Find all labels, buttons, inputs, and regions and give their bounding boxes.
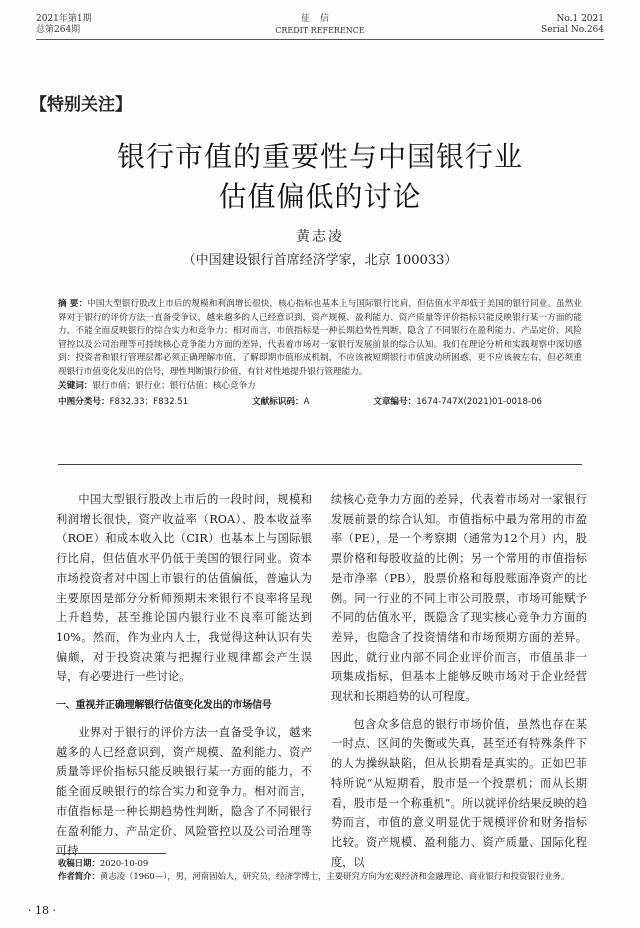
body-paragraph: 中国大型银行股改上市后的一段时间，规模和利润增长很快，资产收益率（ROA）、股本收益率（ROE）和成本收入比（CIR）也基本上与国际银行比肩，但估值水平仍低于美国的银行同业。资本市场投资者对中国上市银行的估值偏低，普遍认为主要原因是部分分析师预期未来银行不良率将呈现上升趋势，甚至推论国内银行业不良率可能达到10%。然而，作为业内人士，我觉得这种认识有失偏颇，对于投资决策与把握行业规律都会产生误导，有必要进行一些讨论。	[56, 493, 312, 684]
serial-number-en: Serial No.264	[541, 25, 604, 35]
journal-name	[36, 14, 604, 36]
keywords-label: 关键词：	[58, 381, 93, 391]
running-header	[36, 14, 604, 40]
section-heading-1: 一、重视并正确理解银行估值变化发出的市场信号	[56, 700, 272, 712]
article-title	[0, 137, 640, 217]
classification-line	[58, 396, 582, 410]
journal-name-cn: 征信	[300, 14, 339, 24]
section-tag: 【特别关注】	[30, 95, 132, 115]
footnote	[58, 857, 582, 883]
abstract-label: 摘 要：	[58, 299, 88, 309]
footnote-divider	[56, 853, 166, 854]
body-column-right	[331, 490, 587, 872]
body-column-left	[56, 490, 312, 861]
issue-year: 2021年第1期	[36, 14, 92, 24]
abstract-block	[58, 298, 582, 409]
clc-number	[58, 396, 188, 410]
document-code	[252, 396, 309, 410]
author-name: 黄志凌	[296, 229, 344, 245]
received-date	[58, 857, 582, 870]
clc-value: F832.33；F832.51	[109, 396, 189, 407]
received-value: 2020-10-09	[99, 858, 149, 868]
abstract-divider	[58, 464, 582, 465]
doc-code-label: 文献标识码：	[251, 396, 304, 407]
doc-code-value: A	[303, 396, 310, 407]
body-paragraph: 业界对于银行的评价方法一直备受争议，越来越多的人已经意识到，资产规模、盈利能力、资产质量等评价指标只能反映银行某一方面的能力，不能全面反映银行的综合实力和竞争力。相对而言，市值指标是一种长期趋势性判断，隐含了不同银行在盈利能力、产品定价、风险管控以及公司治理等可持	[56, 726, 312, 858]
article-no-value: 1674-747X(2021)01-0018-06	[416, 396, 542, 407]
article-no-label: 文章编号：	[373, 396, 417, 407]
body-paragraph: 包含众多信息的银行市场价值，虽然也存在某一时点、区间的失衡或失真，甚至还有特殊条件下的人为操纵缺陷，但从长期看是真实的。正如巴菲特所说“从短期看，股市是一个投票机；而从长期看，股市是一个称重机”。所以就评价结果反映的趋势而言，市值的意义明显优于规模评价和财务指标比较。资产规模、盈利能力、资产质量、国际化程度，以	[331, 717, 587, 869]
received-label: 收稿日期：	[58, 858, 100, 868]
keywords-text: 银行市值；银行业；银行估值；核心竞争力	[92, 381, 256, 391]
author-bio-label: 作者简介：	[58, 871, 100, 881]
author-bio	[58, 870, 582, 883]
keywords	[58, 380, 582, 394]
issue-number-en: No.1 2021	[556, 14, 604, 24]
issue-serial: 总第264期	[36, 25, 81, 35]
journal-name-en: CREDIT REFERENCE	[275, 26, 365, 35]
clc-label: 中图分类号：	[58, 396, 110, 407]
body-paragraph: 续核心竞争力方面的差异，代表着市场对一家银行发展前景的综合认知。市值指标中最为常用的市盈率（PE），是一个考察期（通常为12个月）内，股票价格和每股收益的比例；另一个常用的市值指标是市净率（PB），股票价格和每股账面净资产的比例。同一行业的不同上市公司股票，市场可能赋予不同的估值水平，既隐含了现实核心竞争力方面的差异，也隐含了投资情绪和市场预期方面的差异。因此，就行业内部不同企业评价而言，市值虽非一项集成指标，但基本上能够反映市场对于企业经营现状和长期趋势的认可程度。	[331, 493, 587, 704]
author-affiliation: （中国建设银行首席经济学家，北京 100033）	[182, 253, 458, 268]
title-line-1: 银行市值的重要性与中国银行业	[116, 140, 523, 173]
abstract	[58, 298, 582, 379]
author-bio-text: 黄志凌（1960—），男，河南固始人，研究员，经济学博士，主要研究方向为宏观经济和金融理论、商业银行和投资银行业务。	[99, 871, 570, 881]
issue-info-en	[541, 14, 604, 36]
article-number	[373, 396, 542, 410]
paragraph-gap	[331, 707, 587, 715]
abstract-text: 中国大型银行股改上市后的规模和利润增长很快，核心指标也基本上与国际银行比肩，但估值水平却低于美国的银行同业。虽然业界对于银行的评价方法一直备受争议，越来越多的人已经意识到，资产规模、盈利能力、资产质量等评价指标只能反映银行某一方面的能力，不能全面反映银行的综合实力和竞争力；相对而言，市值指标是一种长期趋势性判断，隐含了不同银行在盈利能力、产品定价、风险管控以及公司治理等可持续核心竞争能力方面的差异，代表着市场对一家银行发展前景的综合认知。我们在理论分析和实践观察中深切感到：投资者和银行管理层都必须正确理解市值，了解即期市值形成机制，不应该被短期银行市值波动所困惑，更不应该被左右，但必须重视银行市值变化发出的信号，理性判断银行价值，有针对性地提升银行管理能力。	[58, 299, 582, 377]
title-line-2: 估值偏低的讨论	[218, 180, 422, 213]
page-number: · 18 ·	[28, 904, 56, 917]
